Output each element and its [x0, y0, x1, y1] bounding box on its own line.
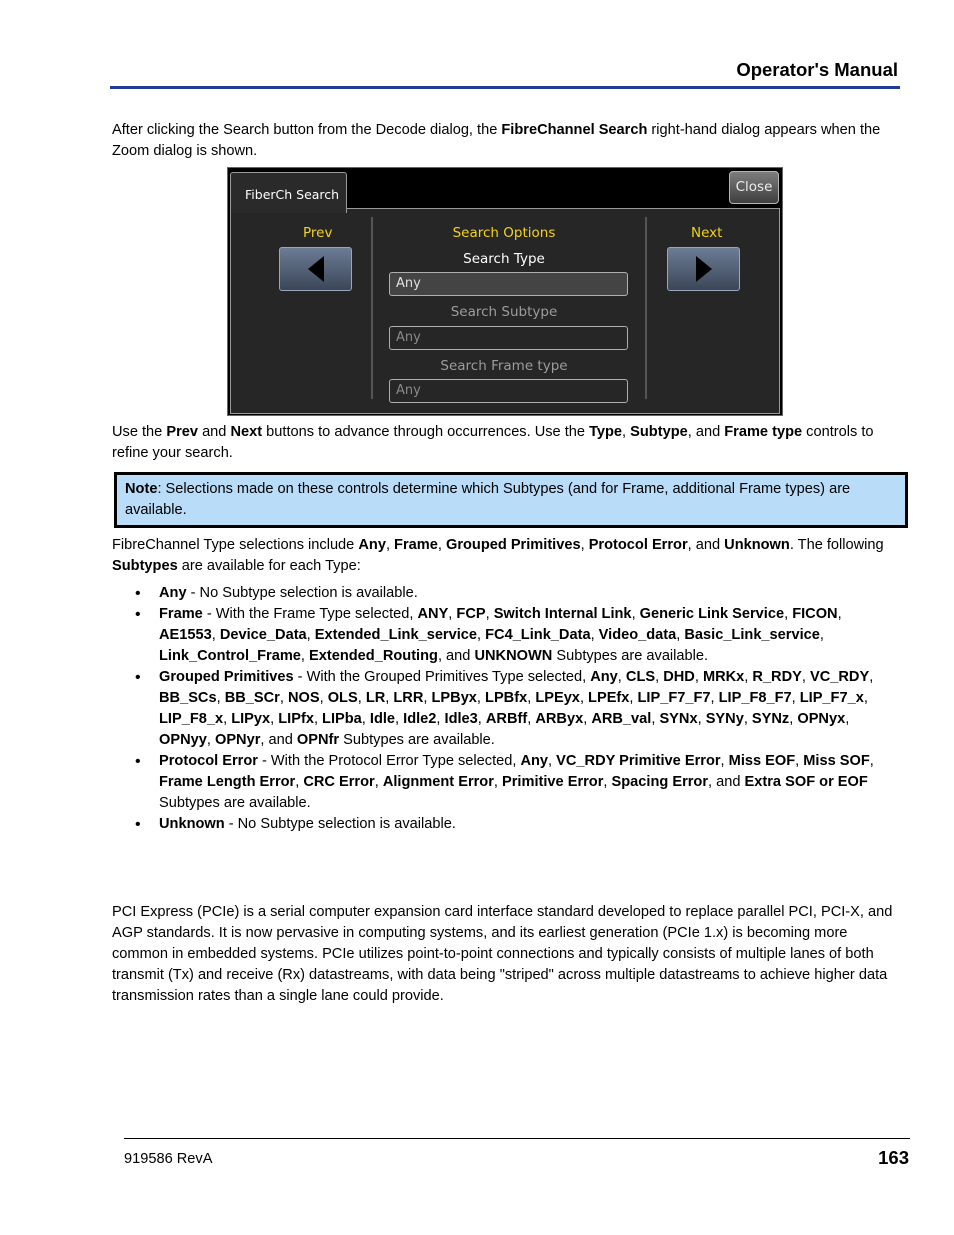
subtype-item: LIP_F8_x — [159, 711, 224, 727]
subtype-item: OPNyy — [159, 732, 207, 748]
dialog-panel — [230, 208, 780, 414]
subtype-item: Idle3 — [444, 711, 478, 727]
footer-doc-id: 919586 RevA — [124, 1151, 213, 1167]
search-type-field[interactable]: Any — [389, 272, 628, 296]
fibrechannel-search-dialog — [227, 167, 783, 416]
subtype-item: NOS — [287, 690, 320, 706]
subtype-item: LIP_F7_F7 — [637, 690, 711, 706]
subtype-item: LIP_F7_x — [799, 690, 864, 706]
subtype-item: BB_SCs — [159, 690, 217, 706]
intro-paragraph: After clicking the Search button from the Decode dialog, the FibreChannel Search right-hand dialog appears when the Zoom dialog is shown. — [112, 122, 881, 159]
bullet-grouped-primitives: • Grouped Primitives - With the Grouped Primitives Type selected, Any, CLS, DHD, MRKx, R_RDY, VC_RDY, BB_SCs, BB_SCr, NOS, OLS, LR, LRR, LPByx, LPBfx, LPEyx, LPEfx, LIP_F7_F7, LIP_F8_F7, LIP_F7_x, LIP_F8_x, LIPyx, LIPfx, LIPba, Idle, Idle2, Idle3, ARBff, ARByx, ARB_val, SYNx, SYNy, SYNz, OPNyx, OPNyy, OPNyr, and OPNfr Subtypes are available. — [112, 667, 902, 751]
subtype-item: LIP_F8_F7 — [718, 690, 792, 706]
subtype-item: VC_RDY Primitive Error — [556, 753, 721, 769]
fiberch-search-tab[interactable]: FiberCh Search — [230, 172, 347, 213]
subtype-item: FC4_Link_Data — [485, 627, 591, 643]
subtype-item: OPNyr — [214, 732, 261, 748]
subtype-item: R_RDY — [752, 669, 802, 685]
subtype-item: DHD — [663, 669, 695, 685]
subtype-item: SYNy — [705, 711, 744, 727]
subtype-item: LPEyx — [535, 690, 580, 706]
page-number: 163 — [878, 1147, 909, 1168]
bullet-unknown: • Unknown - No Subtype selection is available. — [112, 814, 902, 835]
subtype-item: LIPyx — [231, 711, 271, 727]
bullet-frame: • Frame - With the Frame Type selected, ANY, FCP, Switch Internal Link, Generic Link Service, FICON, AE1553, Device_Data, Extended_Link_service, FC4_Link_Data, Video_data, Basic_Link_service, Link_Control_Frame, Extended_Routing, and UNKNOWN Subtypes are available. — [112, 604, 902, 667]
subtype-item: Any — [590, 669, 618, 685]
right-divider — [645, 217, 647, 399]
subtype-item: LPEfx — [588, 690, 630, 706]
search-type-label: Search Type — [463, 251, 545, 267]
bullet-any: • Any - No Subtype selection is available. — [112, 583, 902, 604]
next-button[interactable] — [667, 247, 740, 291]
bullet-protocol-error: • Protocol Error - With the Protocol Error Type selected, Any, VC_RDY Primitive Error, Miss EOF, Miss SOF, Frame Length Error, CRC Error, Alignment Error, Primitive Error, Spacing Error, and Extra SOF or EOF Subtypes are available. — [112, 751, 902, 814]
note-text: : Selections made on these controls determine which Subtypes (and for Frame, additional Frame types) are available. — [125, 481, 851, 518]
next-label: Next — [691, 225, 723, 241]
subtype-item: Generic Link Service — [639, 606, 785, 622]
header-rule — [110, 86, 900, 89]
note-label: Note — [125, 481, 158, 497]
subtype-item: Idle — [369, 711, 396, 727]
subtype-item: LPBfx — [485, 690, 528, 706]
triangle-left-icon — [306, 254, 326, 284]
subtype-item: LPByx — [431, 690, 477, 706]
prev-button[interactable] — [279, 247, 352, 291]
subtype-item: Device_Data — [219, 627, 307, 643]
subtype-item: ARBff — [485, 711, 528, 727]
search-subtype-field[interactable]: Any — [389, 326, 628, 350]
subtype-item: FICON — [792, 606, 838, 622]
subtype-item: MRKx — [702, 669, 745, 685]
subtype-item: LIPba — [322, 711, 362, 727]
subtype-item: FCP — [456, 606, 486, 622]
subtype-item: Primitive Error — [502, 774, 604, 790]
subtype-item: SYNx — [659, 711, 698, 727]
subtype-item: LR — [365, 690, 386, 706]
subtype-item: Video_data — [598, 627, 677, 643]
pcie-paragraph: PCI Express (PCIe) is a serial computer expansion card interface standard developed to replace parallel PCI, PCI-X, and AGP standards. It is now pervasive in computing systems, and its earliest generation (PCIe 1.x) is becoming more common in embedded systems. PCIe utilizes point-to-point connections and typically consists of multiple lanes of both transmit (Tx) and receive (Rx) datastreams, with data being "striped" across multiple datastreams to achieve higher data transmission rates than a single lane could provide. — [112, 904, 893, 1004]
subtype-item: LIPfx — [278, 711, 314, 727]
subtype-item: Spacing Error — [611, 774, 709, 790]
usage-paragraph: Use the Prev and Next buttons to advance through occurrences. Use the Type, Subtype, and Frame type controls to refine your search. — [112, 424, 874, 461]
subtype-item: AE1553 — [159, 627, 212, 643]
subtype-item: Frame Length Error — [159, 774, 296, 790]
footer-rule — [124, 1138, 910, 1139]
subtype-item: SYNz — [751, 711, 790, 727]
subtype-item: Basic_Link_service — [684, 627, 820, 643]
prev-label: Prev — [303, 225, 333, 241]
subtype-item: CRC Error — [303, 774, 375, 790]
subtype-item: ANY — [417, 606, 449, 622]
search-subtype-label: Search Subtype — [450, 304, 558, 320]
close-button[interactable]: Close — [729, 171, 779, 204]
subtype-item: BB_SCr — [224, 690, 280, 706]
search-frame-type-label: Search Frame type — [440, 358, 568, 374]
subtype-item: Link_Control_Frame — [159, 648, 301, 664]
note-box — [114, 472, 908, 528]
subtype-item: Miss SOF — [803, 753, 870, 769]
search-options-title: Search Options — [452, 225, 556, 241]
subtype-item: Any — [520, 753, 549, 769]
subtype-item: CLS — [625, 669, 656, 685]
subtype-item: OPNyx — [797, 711, 846, 727]
search-frame-type-field[interactable]: Any — [389, 379, 628, 403]
triangle-right-icon — [694, 254, 714, 284]
subtype-item: Miss EOF — [728, 753, 796, 769]
subtype-bullet-list — [112, 583, 902, 835]
subtype-item: ARB_val — [591, 711, 652, 727]
types-intro-paragraph: FibreChannel Type selections include Any, Frame, Grouped Primitives, Protocol Error, and Unknown. The following Subtypes are available for each Type: — [112, 537, 884, 574]
running-header-title: Operator's Manual — [736, 59, 898, 80]
subtype-item: LRR — [393, 690, 424, 706]
subtype-item: Idle2 — [403, 711, 437, 727]
subtype-item: Extended_Routing — [309, 648, 438, 664]
subtype-item: Extended_Link_service — [314, 627, 478, 643]
subtype-item: VC_RDY — [809, 669, 870, 685]
subtype-item: ARByx — [535, 711, 584, 727]
subtype-item: OLS — [327, 690, 358, 706]
subtype-item: Alignment Error — [382, 774, 494, 790]
subtype-item: Switch Internal Link — [493, 606, 632, 622]
